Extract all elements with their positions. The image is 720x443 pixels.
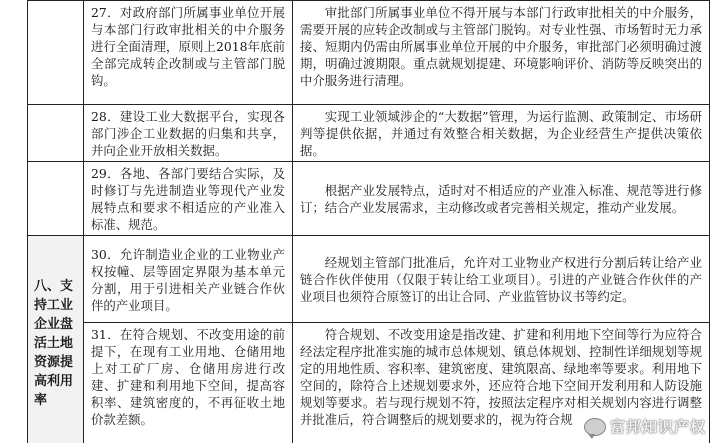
- measure-cell: 31．在符合规划、不改变用途的前提下，在现有工业用地、仓储用地上对工矿厂房、仓储用房进行改建、扩建和利用地下空间，提高容积率、建筑密度的，不再征收土地价款差额。: [84, 323, 293, 443]
- table-row: [28, 236, 710, 323]
- watermark-text: 富邦知识产权: [609, 418, 706, 436]
- policy-table: [27, 0, 710, 443]
- category-cell-empty: [28, 162, 84, 236]
- category-cell-empty: [28, 105, 84, 162]
- description-cell: 经规划主管部门批准后，允许对工业物业产权进行分割后转让给产业链合作伙伴使用（仅限于转让给工业项目）。引进的产业链合作伙伴的产业项目也须符合原签订的出让合同、产业监管协议书等约定。: [293, 236, 710, 323]
- measure-cell: 29．各地、各部门要结合实际，及时修订与先进制造业等现代产业发展特点和要求不相适应的产业准入标准、规范。: [84, 162, 293, 236]
- category-cell: 八、支持工业企业盘活土地资源提高利用率: [28, 236, 84, 443]
- measure-cell: 27．对政府部门所属事业单位开展与本部门行政审批相关的中介服务进行全面清理，原则上2018年底前全部完成转企改制或与主管部门脱钩。: [84, 1, 293, 105]
- wechat-icon: [584, 418, 606, 436]
- watermark: [584, 416, 706, 437]
- table-row: [28, 105, 710, 162]
- measure-cell: 30．允许制造业企业的工业物业产权按幢、层等固定界限为基本单元分割，用于引进相关产业链合作伙伴的产业项目。: [84, 236, 293, 323]
- measure-cell: 28．建设工业大数据平台，实现各部门涉企工业数据的归集和共享，并向企业开放相关数据。: [84, 105, 293, 162]
- description-cell: 根据产业发展特点，适时对不相适应的产业准入标准、规范等进行修订；结合产业发展需求，主动修改或者完善相关规定，推动产业发展。: [293, 162, 710, 236]
- category-cell-empty: [28, 1, 84, 105]
- table-row: [28, 162, 710, 236]
- description-cell: 审批部门所属事业单位不得开展与本部门行政审批相关的中介服务，需要开展的应转企改制或与主管部门脱钩。对专业性强、市场暂时无力承接、短期内仍需由所属事业单位开展的中介服务，审批部门必须明确过渡期，明确过渡期限。重点就规划提建、环境影响评价、消防等反映突出的中介服务进行清理。: [293, 1, 710, 105]
- description-cell: 实现工业领域涉企的“大数据”管理，为运行监测、政策制定、市场研判等提供依据，并通过有效整合相关数据，为企业经营生产提供决策依据。: [293, 105, 710, 162]
- description-cell: 符合规划、不改变用途是指改建、扩建和利用地下空间等行为应符合经法定程序批准实施的城市总体规划、镇总体规划、控制性详细规划等规定的用地性质、容积率、建筑密度、建筑限高、绿地率等要求。利用地下空间的，除符合上述规划要求外，还应符合地下空间开发利用和人防设施规划等要求。若与现行规划不符，按照法定程序对相关规划内容进行调整并批准后，符合调整后的规划要求的，视为符合规: [293, 323, 710, 443]
- table-row: [28, 1, 710, 105]
